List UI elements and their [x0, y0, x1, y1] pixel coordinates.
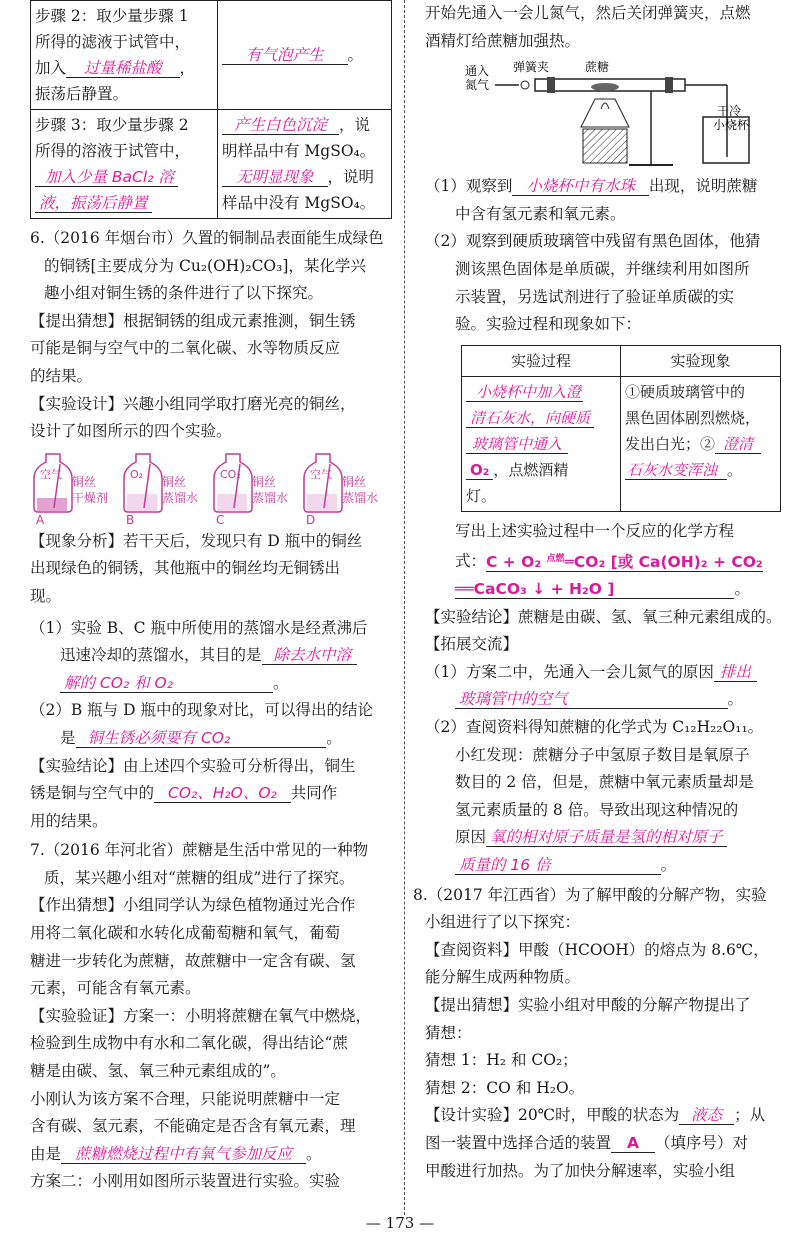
answer-blank: 过量稀盐酸: [66, 59, 180, 78]
table-cell: 小烧杯中加入澄 清石灰水，向硬质 玻璃管中通入 O₂ ，点燃酒精 灯。: [462, 376, 621, 511]
bottle-wire-label: 铜丝: [162, 474, 187, 489]
table-header: 实验过程: [462, 345, 621, 376]
svg-text:蔗糖: 蔗糖: [585, 60, 610, 75]
experiment-table-top: [30, 0, 392, 219]
answer-blank: 产生白色沉淀: [222, 116, 339, 135]
svg-text:氮气: 氮气: [465, 78, 490, 93]
equation-answer: C + O₂ $^{点燃}$═CO₂ [或 Ca(OH)₂ + CO₂: [486, 552, 763, 571]
answer-blank: 玻璃管中的空气: [455, 690, 728, 709]
left-column: [30, 0, 392, 1196]
answer-blank: 石灰水变浑浊: [625, 461, 727, 480]
answer-blank: A: [611, 1134, 655, 1153]
table-cell: 步骤 2：取少量步骤 1 所得的滤液于试管中， 加入 过量稀盐酸 ， 振荡后静置。: [31, 1, 218, 110]
answer-blank: 无明显现象: [222, 168, 328, 187]
question-8: 8.（2017 年江西省）为了解甲酸的分解产物，实验 小组进行了以下探究： 【查阅资料】甲酸（HCOOH）的熔点为 8.6℃， 能分解生成两种物质。 【提出猜想】实验小组对甲酸的分解产物提出了 猜想： 猜想 1：H₂ 和 CO₂； 猜想 2：CO 和 H₂O。 【设计实验】20℃时，甲酸的状态为 液态 ；从 图一装置中选择合适的装置 A （填序号）对 甲酸进行加热。为了加快分解速率，实验小组: [413, 885, 769, 1180]
bottle-letter: A: [36, 512, 45, 527]
answer-blank: 澄清: [715, 435, 761, 454]
table-cell: 有气泡产生 。: [218, 1, 392, 110]
answer-blank: 除去水中溶: [262, 646, 358, 665]
bottle-reagent-label: 蒸馏水: [162, 490, 199, 505]
bottle-d: [304, 454, 378, 527]
answer-blank: 铜生锈必须要有 CO₂: [76, 729, 327, 748]
question-7: 7.（2016 年河北省）蔗糖是生活中常见的一种物 质，某兴趣小组对“蔗糖的组成”进行了探究。 【作出猜想】小组同学认为绿色植物通过光合作 用将二氧化碳和水转化成葡萄糖和氧气，葡萄 糖进一步转化为蔗糖，故蔗糖中一定含有碳、氢 元素，可能含有氧元素。 【实验验证】方案一：小明将蔗糖在氧气中燃烧， 检验到生成物中有水和二氧化碳，得出结论“蔗 糖是由碳、氢、氧三种元素组成的”。 小刚认为该方案不合理，只能说明蔗糖中一定 含有碳、氢元素，不能确定是否含有氧元素，理 由是 蔗糖燃烧过程中有氧气参加反应 。 方案二：小刚用如图所示装置进行实验。实验: [30, 841, 372, 1191]
answer-blank: 玻璃管中通入: [466, 435, 568, 454]
bottle-reagent-label: 蒸馏水: [342, 490, 379, 505]
bottle-reagent-label: 蒸馏水: [252, 490, 289, 505]
table-cell: 产生白色沉淀 ，说 明样品中有 MgSO₄。 无明显现象 ，说明 样品中没有 MgSO₄。: [218, 110, 392, 219]
answer-blank: O₂: [466, 461, 493, 480]
bottle-wire-label: 铜丝: [342, 474, 367, 489]
table-cell: 步骤 3：取少量步骤 2 所得的溶液于试管中， 加入少量 BaCl₂ 溶 液，振荡后静置: [31, 110, 218, 219]
bottle-letter: B: [126, 512, 135, 527]
svg-text:小烧杯: 小烧杯: [713, 118, 750, 133]
answer-blank: 加入少量 BaCl₂ 溶: [35, 168, 178, 187]
answer-blank: 有气泡产生: [222, 46, 348, 65]
bottle-letter: C: [216, 512, 225, 527]
answer-blank: CO₂、H₂O、O₂: [154, 784, 291, 803]
right-column: 开始先通入一会儿氮气，然后关闭弹簧夹，点燃 酒精灯给蔗糖加强热。 通入 氮气 弹簧夹 蔗糖 干冷 小烧杯 （1）观察到 小烧杯中有水珠 出现，说明蔗糖 中含有氢元素和氧元素。 （2）观察到硬质玻璃管中残留有黑色固体，他猜 测该黑色固体是单质碳，并继续利用如图所 示装置，另选试剂进行了验证单质碳的实 验。实验过程和现象如下： 实验过程 实验现象 小烧杯中加入澄 清石灰水，向硬质 玻璃管中通入 O₂ ，点燃酒精 灯。 ①硬质玻璃管中的 黑色固体剧烈燃烧， 发出白光；② 澄清 石灰水变浑浊 。 写出上述实验过程中一个反应的化学方程 式：C + O₂ $^{点燃}$═CO₂ [或 Ca(OH)₂ + CO₂ ══CaCO₃ ↓ + H₂O ] 。 【实验结论】蔗糖是由碳、氢、氧三种元素组成的。 【拓展交流】 （1）方案二中，先通入一会儿氮气的原因 排出 玻璃管中的空气 。 （2）查阅资料得知蔗糖的化学式为 C₁₂H₂₂O₁₁。 小红发现：蔗糖分子中氢原子数目是氧原子 数目的 2 倍，但是，蔗糖中氧元素质量却是 氢元素质量的 8 倍。导致出现这种情况的 原因 氧的相对原子质量是氢的相对原子 质量的 16 倍 。 8.（2017 年江西省）为了解甲酸的分解产物，实验 小组进行了以下探究： 【查阅资料】甲酸（HCOOH）的熔点为 8.6℃， 能分解生成两种物质。 【提出猜想】实验小组对甲酸的分解产物提出了 猜想： 猜想 1：H₂ 和 CO₂； 猜想 2：CO 和 H₂O。 【设计实验】20℃时，甲酸的状态为 液态 ；从 图一装置中选择合适的装置 A （填序号）对 甲酸进行加热。为了加快分解速率，实验小组: [425, 0, 787, 1185]
svg-text:弹簧夹: 弹簧夹: [513, 60, 550, 75]
bottle-wire-label: 铜丝: [252, 474, 277, 489]
apparatus-figure: [455, 57, 785, 169]
svg-text:干冷: 干冷: [717, 104, 742, 119]
bottle-a: [34, 454, 108, 527]
question-6: 6.（2016 年烟台市）久置的铜制品表面能生成绿色 的铜锈[主要成分为 Cu₂(OH)₂CO₃]，某化学兴 趣小组对铜生锈的条件进行了以下探究。 【提出猜想】根据铜锈的组成元素推测，铜生锈 可能是铜与空气中的二氧化碳、水等物质反应 的结果。 【实验设计】兴趣小组同学取打磨光亮的铜丝， 设计了如图所示的四个实验。 空气 铜丝 干燥剂 A O₂ 铜丝 蒸馏水 B CO₂ 铜丝 蒸馏水 C 空气 铜丝 蒸馏水 D 【现象分析】若干天后，发现只有 D 瓶中的铜丝 出现绿色的铜锈，其他瓶中的铜丝均无铜锈出 现。 （1）实验 B、C 瓶中所使用的蒸馏水是经煮沸后 迅速冷却的蒸馏水，其目的是 除去水中溶 解的 CO₂ 和 O₂ 。 （2）B 瓶与 D 瓶中的现象对比，可以得出的结论 是 铜生锈必须要有 CO₂ 。 【实验结论】由上述四个实验可分析得出，铜生 锈是铜与空气中的 CO₂、H₂O、O₂ 共同作 用的结果。: [30, 225, 392, 835]
answer-blank: 小烧杯中加入澄: [466, 383, 583, 402]
column-divider: [404, 0, 405, 1215]
answer-blank: 解的 CO₂ 和 O₂: [60, 674, 273, 693]
answer-blank: 蔗糖燃烧过程中有氧气参加反应: [61, 1145, 306, 1164]
answer-blank: 氧的相对原子质量是氢的相对原子: [486, 828, 727, 847]
answer-blank: 小烧杯中有水珠: [512, 177, 649, 196]
answer-blank: 液态: [679, 1106, 734, 1125]
bottle-gas-label: CO₂: [220, 467, 241, 481]
svg-text:通入: 通入: [465, 64, 490, 79]
bottle-wire-label: 铜丝: [72, 474, 97, 489]
answer-blank: 清石灰水，向硬质: [466, 409, 594, 428]
bottle-c: [214, 454, 288, 527]
bottle-gas-label: 空气: [310, 467, 332, 481]
equation-answer: ══CaCO₃ ↓ + H₂O ]: [455, 580, 734, 599]
bottle-b: [124, 454, 198, 527]
experiment-table-right: [461, 345, 781, 512]
bottles-figure: [30, 450, 390, 528]
bottle-letter: D: [306, 512, 316, 527]
answer-blank: 质量的 16 倍: [455, 856, 661, 875]
table-cell: ①硬质玻璃管中的 黑色固体剧烈燃烧， 发出白光；② 澄清 石灰水变浑浊 。: [621, 376, 781, 511]
answer-blank: 排出: [714, 663, 757, 682]
table-header: 实验现象: [621, 345, 781, 376]
answer-blank: 液，振荡后静置: [35, 194, 152, 213]
page-number: — 173 —: [365, 1214, 435, 1232]
bottle-gas-label: O₂: [130, 467, 144, 481]
bottle-gas-label: 空气: [40, 467, 62, 481]
bottle-reagent-label: 干燥剂: [72, 490, 109, 505]
